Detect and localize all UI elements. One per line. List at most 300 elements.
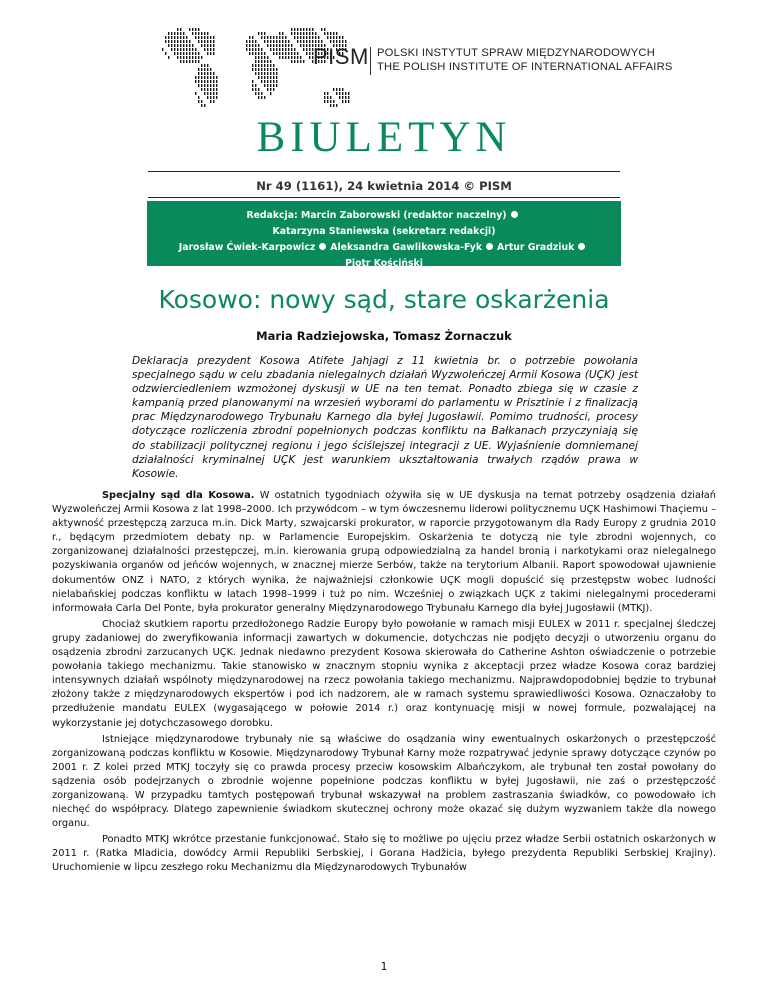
map-bar: [252, 48, 253, 51]
map-bar: [216, 92, 217, 95]
map-bar: [186, 52, 187, 55]
map-bar: [177, 32, 178, 35]
map-bar: [291, 32, 292, 35]
map-bar: [264, 80, 265, 83]
map-bar: [333, 104, 334, 107]
map-bar: [336, 88, 337, 91]
map-bar: [261, 32, 262, 35]
map-bar: [180, 28, 181, 31]
map-bar: [192, 44, 193, 47]
map-bar: [210, 80, 211, 83]
map-bar: [198, 36, 199, 39]
map-bar: [213, 96, 214, 99]
map-bar: [252, 84, 253, 87]
map-bar: [267, 40, 268, 43]
map-bar: [204, 32, 205, 35]
map-bar: [273, 48, 274, 51]
map-bar: [183, 52, 184, 55]
editor-name: Jarosław Ćwiek-Karpowicz: [178, 242, 316, 253]
map-bar: [216, 88, 217, 91]
map-bar: [189, 52, 190, 55]
map-bar: [315, 40, 316, 43]
map-bar: [201, 76, 202, 79]
map-bar: [276, 48, 277, 51]
map-bar: [276, 68, 277, 71]
map-bar: [207, 64, 208, 67]
map-bar: [270, 92, 271, 95]
map-bar: [198, 96, 199, 99]
map-bar: [174, 40, 175, 43]
map-bar: [174, 36, 175, 39]
editor-name: Marcin Terlikowski: [477, 274, 575, 285]
map-bar: [255, 56, 256, 59]
map-bar: [180, 36, 181, 39]
map-bar: [204, 72, 205, 75]
map-bar: [318, 36, 319, 39]
bullet-icon: [272, 275, 279, 282]
map-bar: [204, 80, 205, 83]
map-bar: [210, 76, 211, 79]
map-bar: [210, 96, 211, 99]
map-bar: [321, 28, 322, 31]
map-bar: [189, 44, 190, 47]
map-bar: [282, 32, 283, 35]
map-bar: [195, 92, 196, 95]
issue-line: Nr 49 (1161), 24 kwietnia 2014 © PISM: [256, 179, 512, 193]
map-bar: [165, 52, 166, 55]
map-bar: [264, 52, 265, 55]
map-bar: [330, 32, 331, 35]
map-bar: [309, 56, 310, 59]
map-bar: [252, 68, 253, 71]
map-bar: [264, 40, 265, 43]
map-bar: [324, 28, 325, 31]
map-bar: [276, 72, 277, 75]
map-bar: [213, 44, 214, 47]
map-bar: [258, 72, 259, 75]
map-bar: [342, 40, 343, 43]
map-bar: [198, 56, 199, 59]
editor-name: Redakcja: Marcin Zaborowski (redaktor naczelny): [246, 210, 507, 221]
map-bar: [255, 60, 256, 63]
map-bar: [180, 52, 181, 55]
map-bar: [216, 96, 217, 99]
map-bar: [204, 104, 205, 107]
map-bar: [285, 48, 286, 51]
map-bar: [249, 48, 250, 51]
bullet-icon: [578, 243, 585, 250]
map-bar: [258, 88, 259, 91]
map-bar: [270, 40, 271, 43]
map-bar: [324, 32, 325, 35]
map-bar: [204, 68, 205, 71]
map-bar: [345, 40, 346, 43]
map-bar: [309, 48, 310, 51]
map-bar: [258, 64, 259, 67]
map-bar: [297, 32, 298, 35]
map-bar: [336, 104, 337, 107]
map-bar: [207, 72, 208, 75]
map-bar: [195, 28, 196, 31]
map-bar: [261, 52, 262, 55]
map-bar: [291, 44, 292, 47]
map-bar: [207, 88, 208, 91]
map-bar: [264, 84, 265, 87]
map-bar: [288, 48, 289, 51]
map-bar: [195, 52, 196, 55]
map-bar: [189, 48, 190, 51]
map-bar: [198, 80, 199, 83]
map-bar: [177, 44, 178, 47]
map-bar: [291, 56, 292, 59]
map-bar: [213, 52, 214, 55]
map-bar: [291, 28, 292, 31]
map-bar: [183, 36, 184, 39]
map-bar: [300, 36, 301, 39]
map-bar: [180, 56, 181, 59]
map-bar: [309, 32, 310, 35]
map-bar: [297, 40, 298, 43]
map-bar: [249, 52, 250, 55]
map-bar: [207, 36, 208, 39]
map-bar: [276, 80, 277, 83]
map-bar: [186, 36, 187, 39]
map-bar: [189, 28, 190, 31]
map-bar: [246, 44, 247, 47]
map-bar: [258, 96, 259, 99]
map-bar: [252, 80, 253, 83]
map-bar: [261, 72, 262, 75]
editor-name: Aleksandra Gawlikowska-Fyk: [330, 242, 483, 253]
map-bar: [255, 52, 256, 55]
map-bar: [201, 40, 202, 43]
map-bar: [210, 44, 211, 47]
map-bar: [201, 56, 202, 59]
map-bar: [264, 68, 265, 71]
map-bar: [180, 40, 181, 43]
map-bar: [303, 28, 304, 31]
map-bar: [273, 36, 274, 39]
map-bar: [327, 36, 328, 39]
map-bar: [282, 36, 283, 39]
map-bar: [321, 40, 322, 43]
map-bar: [270, 84, 271, 87]
map-bar: [249, 44, 250, 47]
map-bar: [192, 60, 193, 63]
map-bar: [186, 48, 187, 51]
map-bar: [267, 84, 268, 87]
map-bar: [204, 92, 205, 95]
map-bar: [168, 44, 169, 47]
map-bar: [189, 56, 190, 59]
map-bar: [192, 52, 193, 55]
map-bar: [267, 72, 268, 75]
map-bar: [195, 36, 196, 39]
map-bar: [267, 76, 268, 79]
map-bar: [336, 36, 337, 39]
map-bar: [324, 92, 325, 95]
map-bar: [345, 100, 346, 103]
map-bar: [186, 40, 187, 43]
map-bar: [300, 28, 301, 31]
map-bar: [327, 100, 328, 103]
map-bar: [309, 52, 310, 55]
map-bar: [333, 40, 334, 43]
map-bar: [327, 92, 328, 95]
map-bar: [336, 40, 337, 43]
editor-name: Piotr Kościński: [345, 258, 423, 269]
map-bar: [291, 48, 292, 51]
map-bar: [270, 68, 271, 71]
map-bar: [210, 84, 211, 87]
map-bar: [270, 72, 271, 75]
editor-name: Patrycja Sasnal: [382, 274, 463, 285]
map-bar: [183, 48, 184, 51]
map-bar: [348, 96, 349, 99]
map-bar: [192, 32, 193, 35]
map-bar: [171, 40, 172, 43]
map-bar: [297, 28, 298, 31]
map-bar: [288, 44, 289, 47]
map-bar: [285, 44, 286, 47]
map-bar: [186, 44, 187, 47]
map-bar: [315, 32, 316, 35]
map-bar: [261, 56, 262, 59]
map-bar: [264, 64, 265, 67]
map-bar: [273, 40, 274, 43]
map-bar: [282, 40, 283, 43]
map-bar: [264, 32, 265, 35]
editor-name: Łukasz Kulesa: [193, 274, 268, 285]
map-bar: [198, 68, 199, 71]
map-bar: [291, 60, 292, 63]
map-bar: [333, 100, 334, 103]
map-bar: [201, 104, 202, 107]
map-bar: [288, 56, 289, 59]
map-bar: [213, 92, 214, 95]
map-bar: [279, 36, 280, 39]
map-bar: [249, 36, 250, 39]
map-bar: [294, 48, 295, 51]
map-bar: [198, 84, 199, 87]
map-bar: [339, 36, 340, 39]
editorial-row: [147, 240, 621, 272]
map-bar: [201, 84, 202, 87]
map-bar: [270, 80, 271, 83]
map-bar: [297, 60, 298, 63]
paragraph-text: W ostatnich tygodniach ożywiła się w UE dyskusja na temat potrzeby osądzenia działań Wyzwoleńczej Armii Kosowa z lat 1998–2000. Ich przywódcom – w tym ówczesnemu liderowi politycznemu UÇK Hashimowi Thaçiemu – aktywność przestępczą zarzuca m.in. Dick Marty, szwajcarski prokurator, w raporcie przygotowanym dla Rady Europy z grudnia 2010 r., będącym przedmiotem debaty np. w Parlamencie Europejskim. Oskarżenia te dotyczą nie tyle zbrodni wojennych, co zorganizowanej działalności przestępczej, m.in. kierowania grupą odpowiedzialną za handel bronią i narkotykami oraz nielegalnego pozyskiwania organów od jeńców wojennych, w znacznej mierze Serbów, także na terytorium Albanii. Raport spowodował ujawnienie dokumentów ONZ i NATO, z których wynika, że najważniejsi członkowie UÇK mogli dopuścić się przestępstw wobec ludności nielabańskiej podczas konfliktu w latach 1998–1999 i tuż po nim. Wcześniej o związkach UÇK z takimi nielegalnymi procederami informowała Carla Del Ponte, była prokurator generalny Międzynarodowego Trybunału Karnego dla byłej Jugosławii (MTKJ).: [52, 490, 716, 614]
map-bar: [174, 32, 175, 35]
map-bar: [198, 52, 199, 55]
map-bar: [273, 68, 274, 71]
map-bar: [183, 40, 184, 43]
map-bar: [198, 60, 199, 63]
map-bar: [252, 44, 253, 47]
map-bar: [210, 100, 211, 103]
map-bar: [279, 48, 280, 51]
map-bar: [267, 68, 268, 71]
map-bar: [252, 36, 253, 39]
publication-title: BIULETYN: [256, 114, 512, 161]
map-bar: [198, 40, 199, 43]
map-bar: [258, 52, 259, 55]
map-bar: [258, 76, 259, 79]
map-bar: [192, 28, 193, 31]
map-bar: [300, 56, 301, 59]
map-bar: [279, 56, 280, 59]
map-bar: [186, 60, 187, 63]
map-bar: [258, 92, 259, 95]
editorial-row: [147, 208, 621, 240]
top-rule: [148, 171, 620, 172]
map-bar: [294, 36, 295, 39]
body-paragraph: Ponadto MTKJ wkrótce przestanie funkcjonować. Stało się to możliwe po ujęciu przez władze Serbii ostatnich oskarżonych w 2011 r. (Ratka Mladicia, dowódcy Armii Republiki Serbskiej, i Gorana Hadžicia, byłego prezydenta Republiki Serbskiej Krajiny). Uruchomienie w lipcu zeszłego roku Mechanizmu dla Międzynarodowych Trybunałów: [52, 834, 716, 874]
map-bar: [258, 32, 259, 35]
map-bar: [207, 96, 208, 99]
map-bar: [273, 88, 274, 91]
map-bar: [330, 96, 331, 99]
map-bar: [201, 88, 202, 91]
map-bar: [336, 32, 337, 35]
map-bar: [207, 76, 208, 79]
map-bar: [213, 36, 214, 39]
article-body: [52, 489, 716, 878]
map-bar: [213, 76, 214, 79]
map-bar: [273, 84, 274, 87]
map-bar: [309, 40, 310, 43]
map-bar: [285, 40, 286, 43]
map-bar: [324, 96, 325, 99]
map-bar: [162, 48, 163, 51]
map-bar: [255, 64, 256, 67]
map-bar: [252, 64, 253, 67]
map-bar: [267, 88, 268, 91]
map-bar: [207, 68, 208, 71]
map-bar: [213, 88, 214, 91]
map-bar: [210, 88, 211, 91]
map-bar: [267, 36, 268, 39]
map-bar: [279, 32, 280, 35]
map-bar: [258, 68, 259, 71]
map-bar: [213, 100, 214, 103]
map-bar: [183, 44, 184, 47]
map-bar: [207, 48, 208, 51]
map-bar: [216, 76, 217, 79]
map-bar: [174, 52, 175, 55]
map-bar: [207, 80, 208, 83]
bullet-icon: [371, 275, 378, 282]
page-number: 1: [380, 960, 388, 973]
map-bar: [210, 68, 211, 71]
map-bar: [168, 36, 169, 39]
map-bar: [204, 88, 205, 91]
map-bar: [285, 52, 286, 55]
map-bar: [180, 32, 181, 35]
map-bar: [201, 32, 202, 35]
map-bar: [177, 40, 178, 43]
article-abstract: Deklaracja prezydent Kosowa Atifete Jahjagi z 11 kwietnia br. o potrzebie powołania specjalnego sądu w celu zbadania nielegalnych działań Wyzwoleńczej Armii Kosowa (UÇK) jest odzwierciedleniem wzmożonej dyskusji w UE na ten temat. Ponadto zbiega się w czasie z kampanią przed planowanymi na wrzesień wyborami do parlamentu w Prisztinie i z finalizacją prac Międzynarodowego Trybunału Karnego dla byłej Jugosławii. Pomimo trudności, procesy dotyczące rozliczenia zbrodni popełnionych podczas konfliktu na Bałkanach przyczyniają się do stabilizacji politycznej regionu i jego ściślejszej integracji z UE. Wyjaśnienie domniemanej działalności kryminalnej UÇK jest warunkiem ukształtowania trwałych rządów prawa w Kosowie.: [132, 355, 638, 480]
map-bar: [300, 40, 301, 43]
map-bar: [288, 40, 289, 43]
map-bar: [258, 44, 259, 47]
map-bar: [273, 52, 274, 55]
map-bar: [333, 32, 334, 35]
map-bar: [255, 88, 256, 91]
map-bar: [165, 36, 166, 39]
map-bar: [261, 76, 262, 79]
map-bar: [330, 40, 331, 43]
map-bar: [201, 68, 202, 71]
map-bar: [303, 40, 304, 43]
map-bar: [285, 36, 286, 39]
map-bar: [192, 56, 193, 59]
map-bar: [195, 76, 196, 79]
map-bar: [186, 56, 187, 59]
map-bar: [168, 56, 169, 59]
map-bar: [261, 60, 262, 63]
map-bar: [252, 52, 253, 55]
map-bar: [333, 88, 334, 91]
map-bar: [210, 92, 211, 95]
map-bar: [204, 76, 205, 79]
map-bar: [267, 60, 268, 63]
map-bar: [342, 100, 343, 103]
map-bar: [198, 32, 199, 35]
map-bar: [306, 44, 307, 47]
map-bar: [285, 56, 286, 59]
map-bar: [174, 48, 175, 51]
map-bar: [348, 100, 349, 103]
map-bar: [177, 36, 178, 39]
map-bar: [255, 44, 256, 47]
map-bar: [309, 44, 310, 47]
map-bar: [267, 56, 268, 59]
map-bar: [183, 32, 184, 35]
map-bar: [255, 68, 256, 71]
map-bar: [324, 100, 325, 103]
map-bar: [210, 52, 211, 55]
map-bar: [306, 52, 307, 55]
map-bar: [270, 60, 271, 63]
map-bar: [210, 72, 211, 75]
map-bar: [267, 80, 268, 83]
map-bar: [333, 36, 334, 39]
map-bar: [168, 40, 169, 43]
map-bar: [216, 84, 217, 87]
map-bar: [213, 40, 214, 43]
map-bar: [180, 48, 181, 51]
map-bar: [261, 48, 262, 51]
map-bar: [345, 96, 346, 99]
map-bar: [180, 44, 181, 47]
map-bar: [201, 72, 202, 75]
map-bar: [198, 28, 199, 31]
map-bar: [300, 44, 301, 47]
map-bar: [213, 84, 214, 87]
map-bar: [201, 44, 202, 47]
map-bar: [210, 48, 211, 51]
map-bar: [312, 32, 313, 35]
map-bar: [171, 36, 172, 39]
map-bar: [330, 36, 331, 39]
map-bar: [195, 48, 196, 51]
map-bar: [213, 48, 214, 51]
map-bar: [306, 28, 307, 31]
map-bar: [177, 52, 178, 55]
map-bar: [183, 60, 184, 63]
map-bar: [204, 40, 205, 43]
logo-divider: [370, 47, 371, 75]
